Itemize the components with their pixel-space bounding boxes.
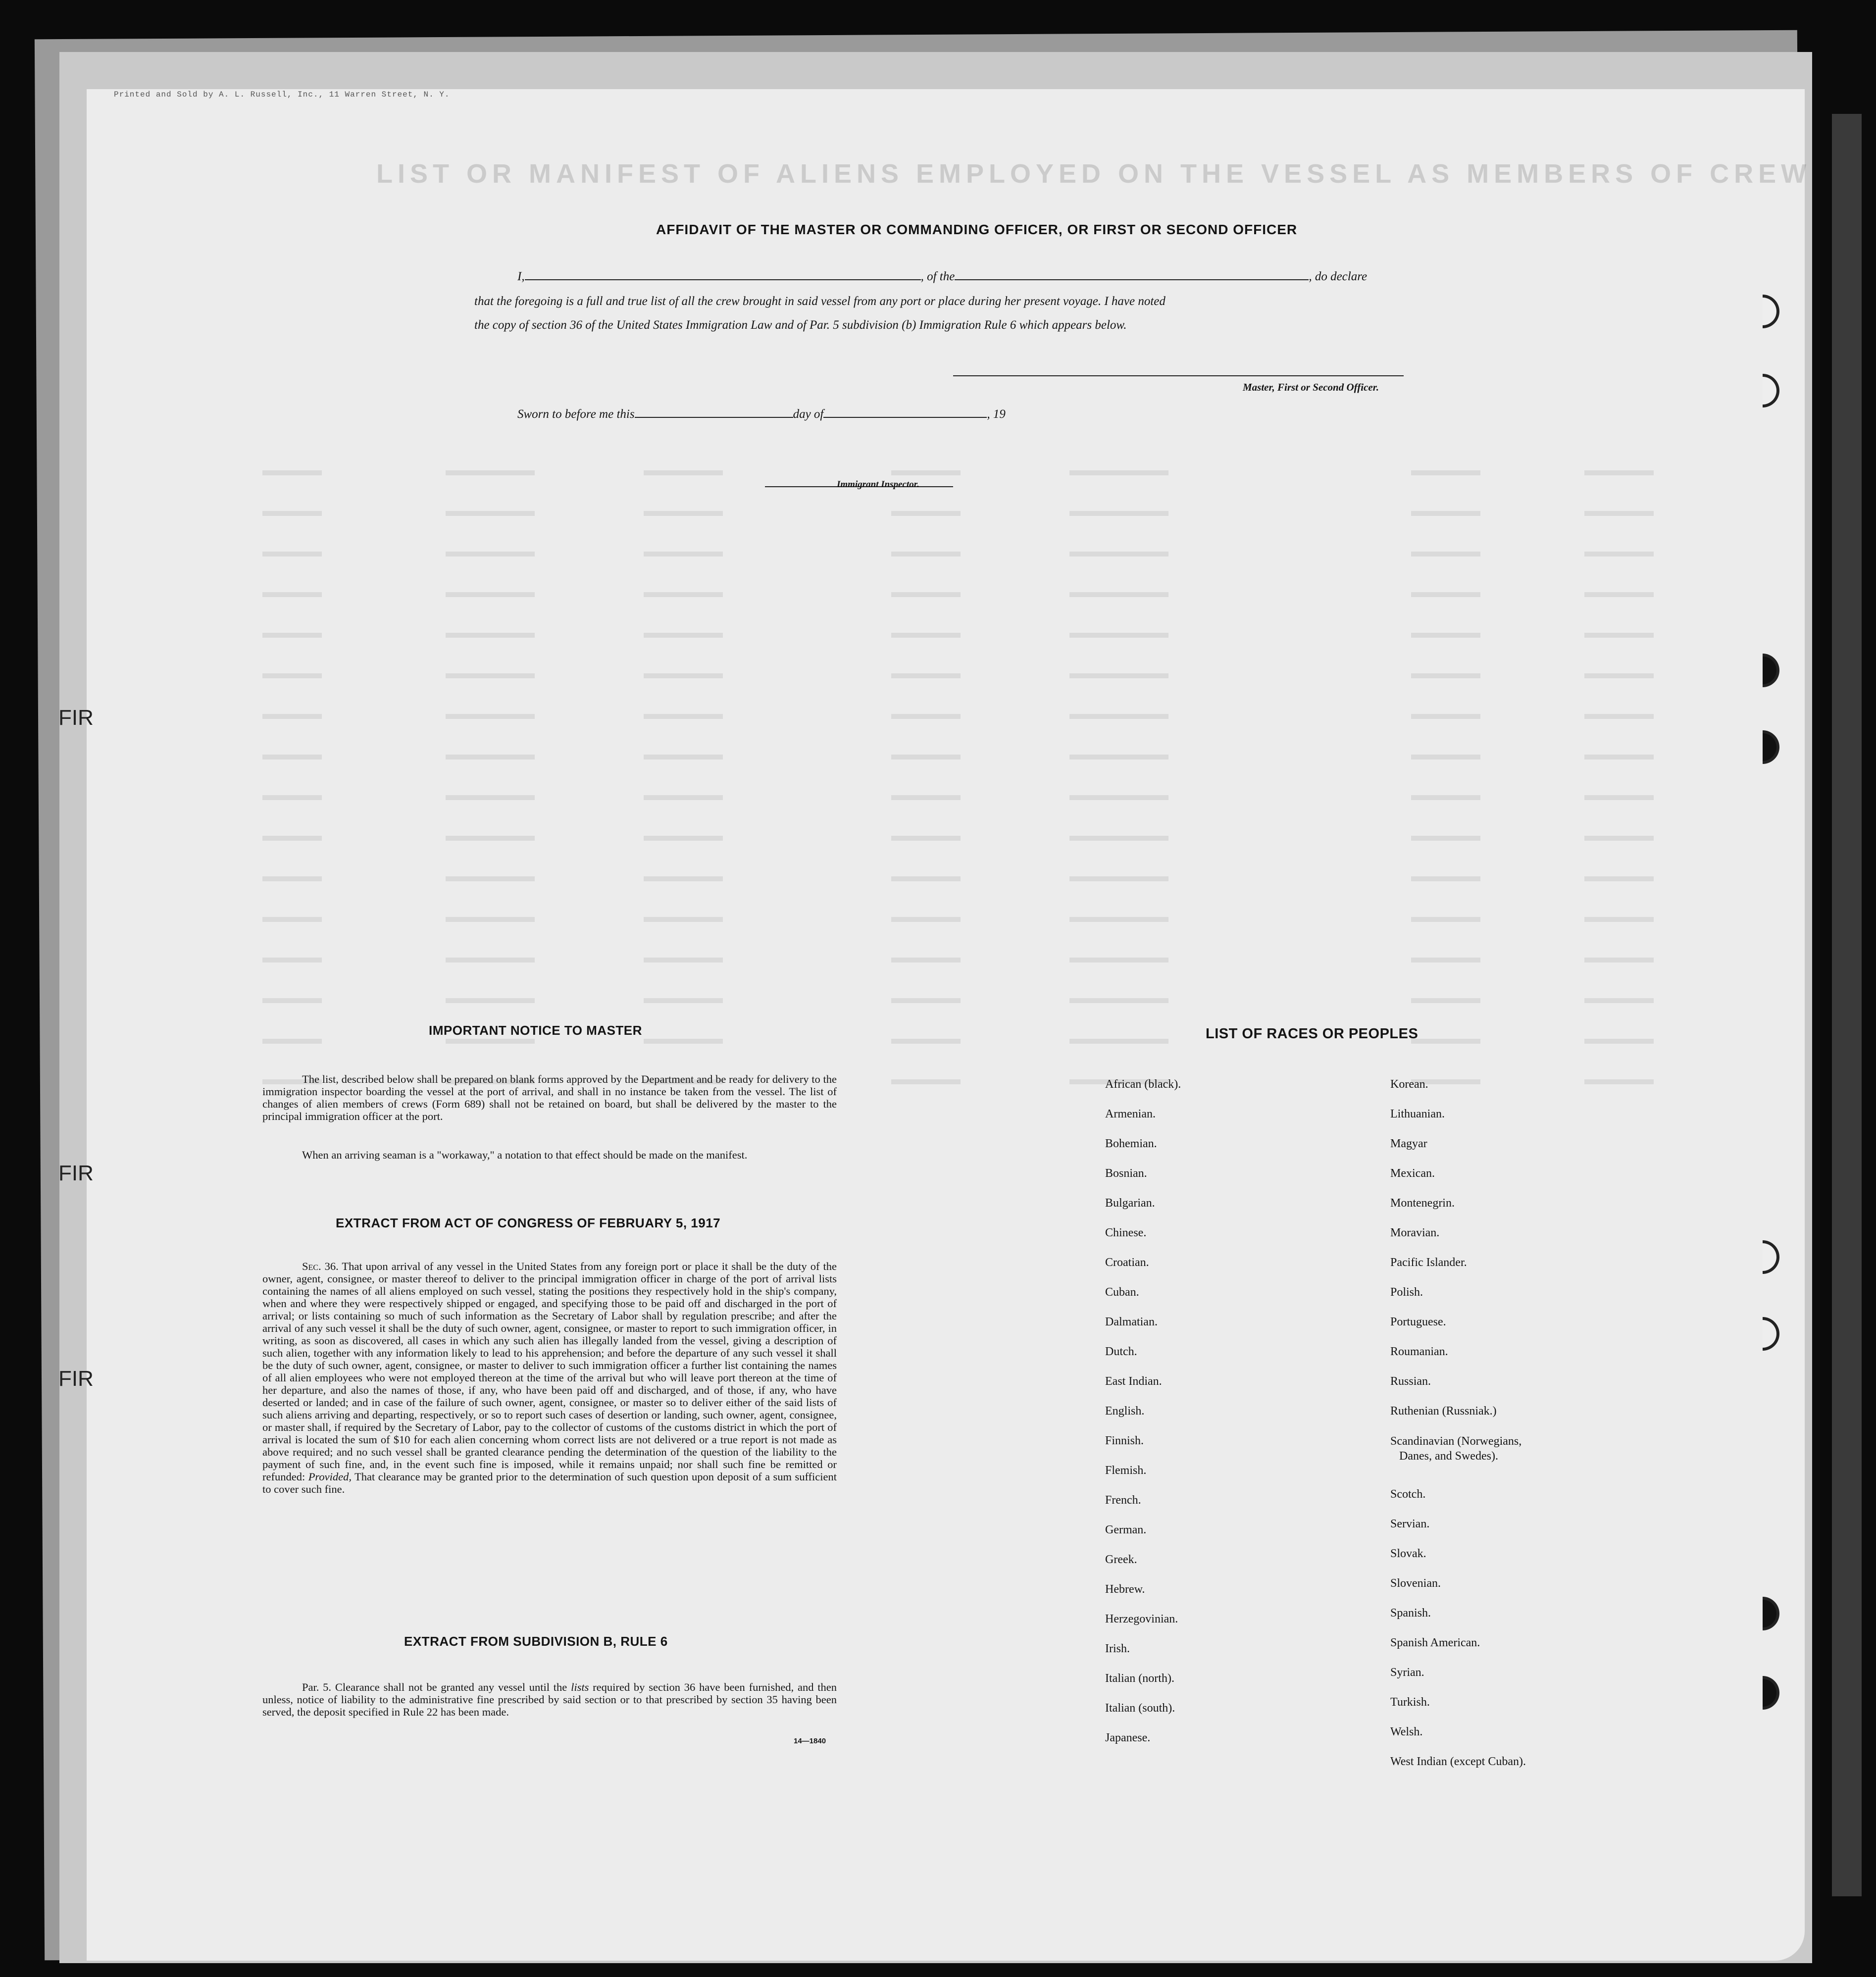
bleed-through-mark <box>1584 470 1654 475</box>
bleed-through-mark <box>446 633 535 638</box>
race-item: Armenian. <box>1105 1108 1156 1120</box>
bleed-through-mark <box>644 795 723 800</box>
bleed-through-mark <box>644 755 723 760</box>
races-right-column <box>1390 1069 1526 1776</box>
race-item: Cuban. <box>1105 1286 1139 1299</box>
race-item: Dalmatian. <box>1105 1316 1158 1328</box>
bleed-through-mark <box>1584 958 1654 963</box>
bleed-through-mark <box>644 673 723 678</box>
bleed-through-mark <box>1411 633 1480 638</box>
race-item: Syrian. <box>1390 1666 1424 1679</box>
notice-paragraph: The list, described below shall be prepared on blank forms approved by the Department and be ready for delivery to the immigration inspector boarding the vessel at the port of arrival, and shall in no instance be taken from the vessel. The list of changes of alien members of crews (Form 689) shall not be retained on board, but shall be delivered by the master to the principal immigration officer at the port. <box>262 1073 837 1122</box>
race-item: Spanish American. <box>1390 1636 1480 1649</box>
bleed-through-mark <box>1411 592 1480 597</box>
race-item: French. <box>1105 1494 1141 1507</box>
rule-extract-text <box>262 1681 837 1718</box>
race-item: Spanish. <box>1390 1607 1431 1620</box>
sec-label: Sec. 36. <box>302 1260 339 1272</box>
bleed-through-mark <box>1069 552 1168 557</box>
bleed-through-mark <box>644 958 723 963</box>
signature-label: Master, First or Second Officer. <box>1243 381 1379 393</box>
race-item: Greek. <box>1105 1553 1137 1566</box>
bleed-through-mark <box>1411 755 1480 760</box>
bleed-through-mark <box>446 755 535 760</box>
bleed-through-mark <box>1411 958 1480 963</box>
race-item: Portuguese. <box>1390 1316 1446 1328</box>
bleed-through-mark <box>446 470 535 475</box>
bleed-through-mark <box>1411 795 1480 800</box>
race-item: Korean. <box>1390 1078 1428 1091</box>
bleed-through-mark <box>1069 755 1168 760</box>
bleed-through-mark <box>891 673 961 678</box>
vessel-blank <box>955 279 1309 280</box>
bleed-through-mark <box>1411 714 1480 719</box>
races-title: LIST OF RACES OR PEOPLES <box>1206 1026 1419 1042</box>
sworn-end: , 19 <box>987 407 1006 421</box>
month-blank <box>823 417 987 418</box>
bleed-through-mark <box>262 998 322 1003</box>
provided-word: Provided, <box>308 1470 352 1483</box>
margin-mark: FIR <box>58 706 94 730</box>
rule-text-start: Par. 5. Clearance shall not be granted any vessel until the <box>302 1681 567 1693</box>
race-item: Moravian. <box>1390 1226 1440 1239</box>
race-item: Finnish. <box>1105 1434 1144 1447</box>
bleed-through-mark <box>891 876 961 881</box>
race-item: Servian. <box>1390 1518 1430 1530</box>
bleed-through-mark <box>1069 917 1168 922</box>
bleed-through-mark <box>891 511 961 516</box>
affidavit-title: AFFIDAVIT OF THE MASTER OR COMMANDING OFFICER, OR FIRST OR SECOND OFFICER <box>656 222 1298 237</box>
bleed-through-mark <box>644 511 723 516</box>
bleed-through-mark <box>262 714 322 719</box>
race-item: Mexican. <box>1390 1167 1435 1180</box>
bleed-through-mark <box>1584 552 1654 557</box>
bleed-through-mark <box>262 755 322 760</box>
bleed-through-mark <box>1069 470 1168 475</box>
bleed-through-mark <box>1069 836 1168 841</box>
sec-text-end: That clearance may be granted prior to the determination of such question upon deposit of a sum sufficient to cover such fine. <box>262 1470 837 1495</box>
bleed-through-mark <box>446 714 535 719</box>
race-item: Italian (north). <box>1105 1672 1174 1685</box>
bleed-through-mark <box>1584 511 1654 516</box>
bleed-through-mark <box>1584 633 1654 638</box>
affidavit-line1-end: , do declare <box>1309 270 1368 283</box>
bleed-through-mark <box>1584 998 1654 1003</box>
race-item: Scandinavian (Norwegians, Danes, and Swedes). <box>1390 1435 1522 1463</box>
bleed-through-mark <box>1411 836 1480 841</box>
race-item: Russian. <box>1390 1375 1431 1388</box>
day-blank <box>635 417 793 418</box>
race-item: East Indian. <box>1105 1375 1162 1388</box>
bleed-through-mark <box>1584 795 1654 800</box>
bleed-through-mark <box>1584 836 1654 841</box>
bleed-through-mark <box>262 511 322 516</box>
bleed-through-mark <box>891 917 961 922</box>
bleed-through-mark <box>891 755 961 760</box>
races-left-column <box>1105 1069 1181 1753</box>
bleed-through-mark <box>446 917 535 922</box>
bleed-through-mark <box>262 552 322 557</box>
bleed-through-mark <box>262 917 322 922</box>
race-item: Flemish. <box>1105 1464 1147 1477</box>
affidavit-line1-start: I, <box>517 270 525 283</box>
bleed-through-mark <box>1069 511 1168 516</box>
bleed-through-mark <box>644 714 723 719</box>
race-item: Irish. <box>1105 1642 1130 1655</box>
signature-line <box>953 375 1404 376</box>
bleed-through-mark <box>891 592 961 597</box>
sec-text: That upon arrival of any vessel in the United States from any foreign port or place it shall be the duty of the owner, agent, consignee, or master thereof to deliver to the principal immigration officer in charge of the port of arrival lists containing the names of all aliens employed on such vessel, stating the positions they respectively hold in the ship's company, when and where they were respectively shipped or engaged, and specifying those to be paid off and discharged in the port of arrival; or lists containing so much of such information as the Secretary of Labor shall by regulation prescribe; and after the arrival of any such vessel it shall be the duty of such owner, agent, consignee, or master to report to such immigration officer, in writing, as soon as discovered, all cases in which any such alien has illegally landed from the vessel, giving a description of such alien, together with any information likely to lead to his apprehension; and before the departure of any such vessel it shall be the duty of such owner, agent, consignee, or master to deliver to such immigration officer a further list containing the names of all alien employees who were not employed thereon at the time of the arrival but who will leave port thereon at the time of her departure, and also the names of those, if any, who have been paid off and discharged, and of those, if any, who have deserted or landed; and in case of the failure of such owner, agent, consignee, or master so to deliver either of the said lists of such aliens arriving and departing, respectively, or so to report such cases of desertion or landing, such owner, agent, consignee, or master shall, if required by the Secretary of Labor, pay to the collector of customs of the customs district in which the port of arrival is located the sum of $10 for each alien concerning whom correct lists are not delivered or a true report is not made as above required; and no such vessel shall be granted clearance pending the determination of the question of the liability to the payment of such fine, and, in the event such fine is imposed, while it remains unpaid; nor shall such fine be remitted or refunded: <box>262 1260 837 1483</box>
race-item: Bohemian. <box>1105 1137 1157 1150</box>
bleed-through-mark <box>1411 673 1480 678</box>
notice-title: IMPORTANT NOTICE TO MASTER <box>429 1023 642 1038</box>
race-item: Herzegovinian. <box>1105 1613 1178 1625</box>
bleed-through-mark <box>644 917 723 922</box>
bleed-through-mark <box>446 673 535 678</box>
bleed-through-mark <box>644 836 723 841</box>
bleed-through-mark <box>1069 673 1168 678</box>
bleed-through-mark <box>262 795 322 800</box>
affidavit-line2: that the foregoing is a full and true list of all the crew brought in said vessel from any port or place during her present voyage. I have noted <box>474 295 1166 308</box>
bleed-through-mark <box>446 958 535 963</box>
bleed-through-mark <box>1411 917 1480 922</box>
bleed-through-mark <box>446 592 535 597</box>
bleed-through-mark <box>891 795 961 800</box>
bleed-through-mark <box>262 876 322 881</box>
race-item: Chinese. <box>1105 1226 1147 1239</box>
race-item: Bulgarian. <box>1105 1197 1155 1210</box>
race-item: Ruthenian (Russniak.) <box>1390 1405 1497 1418</box>
bleed-through-mark <box>1411 1039 1480 1044</box>
bleed-through-mark <box>1584 673 1654 678</box>
race-item: Lithuanian. <box>1390 1108 1445 1120</box>
bleed-through-mark <box>891 958 961 963</box>
bleed-through-mark <box>262 836 322 841</box>
notice-paragraph: When an arriving seaman is a "workaway," a notation to that effect should be made on the manifest. <box>302 1149 748 1161</box>
bleed-through-mark <box>891 470 961 475</box>
bleed-through-mark <box>446 998 535 1003</box>
race-item: Montenegrin. <box>1390 1197 1455 1210</box>
bleed-through-mark <box>1069 958 1168 963</box>
race-item: Magyar <box>1390 1137 1427 1150</box>
race-item: Japanese. <box>1105 1731 1151 1744</box>
race-item: Dutch. <box>1105 1345 1137 1358</box>
margin-mark: FIR <box>58 1367 94 1391</box>
bleed-through-mark <box>1069 633 1168 638</box>
bleed-through-mark <box>446 552 535 557</box>
affidavit-declaration-line <box>517 270 1367 284</box>
manifest-page <box>87 89 1805 1961</box>
bleed-through-mark <box>891 633 961 638</box>
race-item: Italian (south). <box>1105 1702 1175 1715</box>
bleed-through-mark <box>891 1079 961 1084</box>
bleed-through-mark <box>891 1039 961 1044</box>
bleed-through-mark <box>1069 876 1168 881</box>
act-extract-title: EXTRACT FROM ACT OF CONGRESS OF FEBRUARY 5, 1917 <box>336 1216 721 1230</box>
bleed-through-mark <box>644 1039 723 1044</box>
bleed-through-mark <box>1584 1079 1654 1084</box>
bleed-through-mark <box>644 876 723 881</box>
bleed-through-mark <box>446 511 535 516</box>
bleed-through-mark <box>1584 917 1654 922</box>
race-item: West Indian (except Cuban). <box>1390 1755 1526 1768</box>
race-item: Bosnian. <box>1105 1167 1147 1180</box>
bleed-through-mark <box>446 876 535 881</box>
bleed-through-mark <box>644 470 723 475</box>
bleed-through-mark <box>644 592 723 597</box>
act-extract-text <box>262 1260 837 1495</box>
bleed-through-mark <box>262 958 322 963</box>
bleed-through-mark <box>262 673 322 678</box>
race-item: Polish. <box>1390 1286 1423 1299</box>
bleed-through-mark <box>1584 755 1654 760</box>
bleed-through-mark <box>1584 592 1654 597</box>
bleed-through-mark <box>262 470 322 475</box>
inspector-label: Immigrant Inspector. <box>837 479 919 490</box>
race-item: African (black). <box>1105 1078 1181 1091</box>
bleed-through-mark <box>1411 998 1480 1003</box>
bleed-through-mark <box>644 552 723 557</box>
bleed-through-mark <box>891 836 961 841</box>
bleed-through-mark <box>891 998 961 1003</box>
bleed-through-mark <box>446 795 535 800</box>
bleed-through-mark <box>891 552 961 557</box>
bleed-through-mark <box>1411 876 1480 881</box>
bleed-through-mark <box>1069 592 1168 597</box>
race-item: Roumanian. <box>1390 1345 1448 1358</box>
rule-extract-title: EXTRACT FROM SUBDIVISION B, RULE 6 <box>404 1634 668 1649</box>
bleed-through-mark <box>1069 998 1168 1003</box>
bleed-through-mark <box>262 633 322 638</box>
race-item: Croatian. <box>1105 1256 1149 1269</box>
race-item: Slovenian. <box>1390 1577 1441 1590</box>
sworn-start: Sworn to before me this <box>517 407 635 421</box>
sworn-line <box>517 407 1006 421</box>
race-item: German. <box>1105 1523 1147 1536</box>
name-blank <box>525 279 921 280</box>
bleed-through-mark <box>1411 511 1480 516</box>
sworn-mid: day of <box>793 407 824 421</box>
printer-imprint: Printed and Sold by A. L. Russell, Inc., 11 Warren Street, N. Y. <box>114 90 450 99</box>
form-number: 14—1840 <box>794 1737 826 1745</box>
bleed-through-mark <box>1069 795 1168 800</box>
affidavit-line1-mid: , of the <box>920 270 955 283</box>
race-item: Scotch. <box>1390 1488 1426 1501</box>
bleed-through-mark <box>1584 714 1654 719</box>
bleed-through-mark <box>446 836 535 841</box>
bleed-through-mark <box>1069 714 1168 719</box>
bleed-through-mark <box>644 998 723 1003</box>
race-item: Slovak. <box>1390 1547 1426 1560</box>
race-item: Pacific Islander. <box>1390 1256 1467 1269</box>
bleed-through-mark <box>1584 1039 1654 1044</box>
race-item: Welsh. <box>1390 1725 1423 1738</box>
bleed-through-mark <box>262 1039 322 1044</box>
bleed-through-mark <box>1069 1039 1168 1044</box>
affidavit-line3: the copy of section 36 of the United States Immigration Law and of Par. 5 subdivision (b) Immigration Rule 6 which appears below. <box>474 318 1127 332</box>
race-item: English. <box>1105 1405 1145 1418</box>
race-item: Hebrew. <box>1105 1583 1145 1596</box>
rule-text-end: required by section 36 have been furnished, and then unless, notice of liability to the administrative fine prescribed by said section or to that prescribed by section 35 having been served, the deposit specified in Rule 22 has been made. <box>262 1681 837 1718</box>
bleed-through-mark <box>891 714 961 719</box>
race-item: Turkish. <box>1390 1696 1430 1709</box>
bleed-through-mark <box>1411 552 1480 557</box>
lists-word: lists <box>571 1681 589 1693</box>
bleed-through-mark <box>1411 470 1480 475</box>
margin-mark: FIR <box>58 1161 94 1185</box>
bleed-through-mark <box>1584 876 1654 881</box>
bleed-through-heading: LIST OR MANIFEST OF ALIENS EMPLOYED ON THE VESSEL AS MEMBERS OF CREW <box>376 159 1812 189</box>
sheet-edge <box>1832 114 1862 1896</box>
bleed-through-mark <box>262 592 322 597</box>
bleed-through-mark <box>446 1039 535 1044</box>
bleed-through-mark <box>644 633 723 638</box>
